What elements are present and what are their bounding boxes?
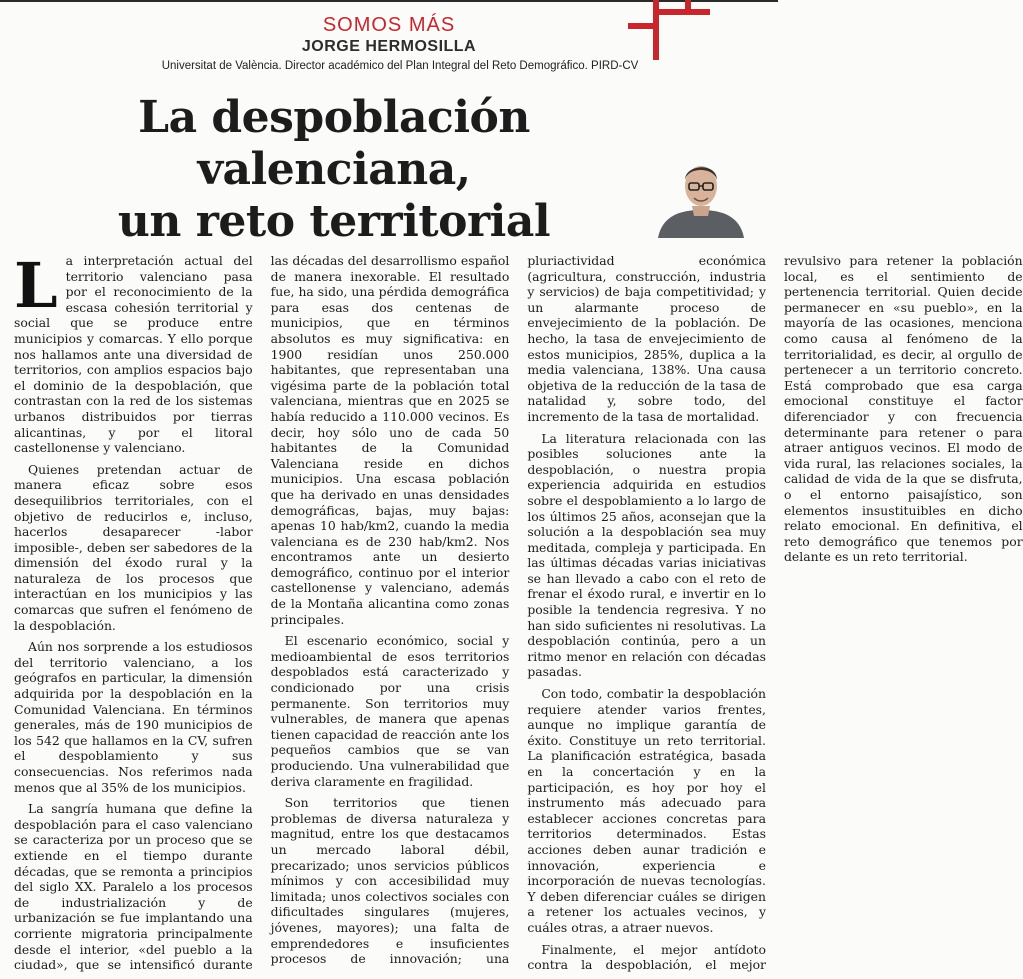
author-name: JORGE HERMOSILLA — [301, 38, 477, 55]
paragraph-9: Finalmente, el mejor antídoto contra la despoblación, el mejor revulsivo para retener la población local, es el sentimiento de pertenencia territorial. Quien decide permanecer en «su pueblo», en la mayoría de las ocasiones, menciona como causa al fenómeno de la territorialidad, es decir, al orgullo de pertenecer a un territorio concreto. Está comprobado que esa carga emocional constituye el factor diferenciador y con frecuencia determinante para retener o para atraer antiguos vecinos. El modo de vida rural, las relaciones sociales, la calidad de vida de la que se disfruta, o el entorno paisajístico, son elementos insustituibles en dicho relato emocional. En definitiva, el reto demográfico que tenemos por delante es un reto territorial. — [527, 253, 1023, 973]
paragraph-6: Son territorios que tienen problemas de diversa naturaleza y magnitud, entre los que destacamos un mercado laboral débil, precarizado; unos servicios públicos mínimos y con accesibilidad muy limitada; unos colectivos sociales con dificultades singulares (mujeres, jóvenes, mayores); una falta de emprendedores e insuficientes procesos de innovación; una pluriactividad económica (agricultura, construcción, industria y servicios) de baja competitividad; y un alarmante proceso de envejecimiento de la población. De hecho, la tasa de envejecimiento de estos municipios, 285%, duplica a la media valenciana, 138%. Una causa objetiva de la reducción de la tasa de natalidad y, sobre todo, del incremento de la tasa de mortalidad. — [270, 253, 766, 967]
dropcap: L — [14, 249, 58, 322]
paragraph-8: Con todo, combatir la despoblación requiere atender varios frentes, aunque no implique garantía de éxito. Constituye un reto territorial. La planificación estratégica, basada en la concertación y en la participación, es hoy por hoy el instrumento más adecuado para establecer acciones concretas para territorios determinados. Estas acciones deben aunar tradición e innovación, experiencia e incorporación de nuevas tecnologías. Y deben diferenciar cuáles se dirigen a retener los actuales vecinos, y cuáles otras, a atraer nuevos. — [527, 686, 766, 935]
article-body — [14, 249, 1023, 975]
paragraph-5: El escenario económico, social y medioambiental de esos territorios despoblados está caracterizado y condicionado por una crisis permanente. Son territorios muy vulnerables, de manera que apenas tienen capacidad de reacción ante los pequeños cambios que se van produciendo. Una vulnerabilidad que deriva claramente en fragilidad. — [270, 633, 510, 789]
paragraph-text: a interpretación actual del territorio valenciano pasa por el reconocimiento de la escasa cohesión territorial y social que se produce entre municipios y comarcas. Y ello porque nos hallamos ante una diversidad de territorios, con amplios espacios bajo el dominio de la despoblación, que contrastan con la red de los sistemas urbanos distribuidos por tierras alicantinas, y por el litoral castellonense y valenciano. — [14, 253, 253, 456]
author-portrait — [654, 150, 748, 238]
paragraph-2: Quienes pretendan actuar de manera eficaz sobre esos desequilibrios territoriales, con el objetivo de reducirlos e, incluso, hacerlos desaparecer -labor imposible-, deben ser sabedores de la dimensión del éxodo rural y la naturaleza de los procesos que interactúan en los municipios y las comarcas que sufren el fenómeno de la despoblación. — [14, 461, 253, 633]
section-name: SOMOS MÁS — [322, 14, 456, 36]
headline-line-2: un reto territorial — [117, 196, 551, 247]
author-role: Universitat de València. Director académico del Plan Integral del Reto Demográfico. PIRD-CV — [161, 60, 639, 72]
paragraph-3: Aún nos sorprende a los estudiosos del territorio valenciano, a los geógrafos en particular, la dimensión adquirida por la despoblación en la Comunidad Valenciana. En términos generales, más de 190 municipios de los 542 que hallamos en la CV, sufren el despoblamiento y sus consecuencias. Nos referimos nada menos que al 35% de los municipios. — [14, 639, 253, 795]
paragraph-1 — [14, 249, 253, 456]
paragraph-7: La literatura relacionada con las posibles soluciones ante la despoblación, o nuestra propia experiencia adquirida en estudios sobre el despoblamiento a lo largo de los últimos 25 años, aconsejan que la solución a la despoblación sea muy meditada, compleja y participada. En las últimas décadas varias iniciativas se han llevado a cabo con el reto de frenar el éxodo rural, e invertir en lo posible la tendencia regresiva. Y no han sido suficientes ni resolutivas. La despoblación continúa, pero a un ritmo menor en relación con décadas pasadas. — [527, 430, 766, 680]
headline-line-1: La despoblación valenciana, — [138, 92, 530, 195]
article-headline — [14, 92, 654, 248]
paragraph-4: La sangría humana que define la despoblación para el caso valenciano se caracteriza por un proceso que se extiende en el tiempo durante décadas, que se remonta a principios del siglo XX. Paralelo a los procesos de industrialización y de urbanización se fue implantando una corriente migratoria principalmente desde el interior, «del pueblo a la ciudad», que se intensificó durante las décadas del desarrollismo español de manera inexorable. El resultado fue, ha sido, una pérdida demográfica para esas dos centenas de municipios, que en términos absolutos es muy significativa: en 1900 residían unos 250.000 habitantes, que representaban una vigésima parte de la población total valenciana, mientras que en 2025 se había reducido a 110.000 vecinos. Es decir, hoy sólo uno de cada 50 habitantes de la Comunidad Valenciana reside en dichos municipios. Una escasa población que ha derivado en unas densidades demográficas, bajas, muy bajas: apenas 10 hab/km2, cuando la media valenciana es de 230 hab/km2. Nos encontramos ante un desierto demográfico, continuo por el interior castellonense y valenciano, además de la Montaña alicantina como zonas principales. — [14, 253, 510, 973]
